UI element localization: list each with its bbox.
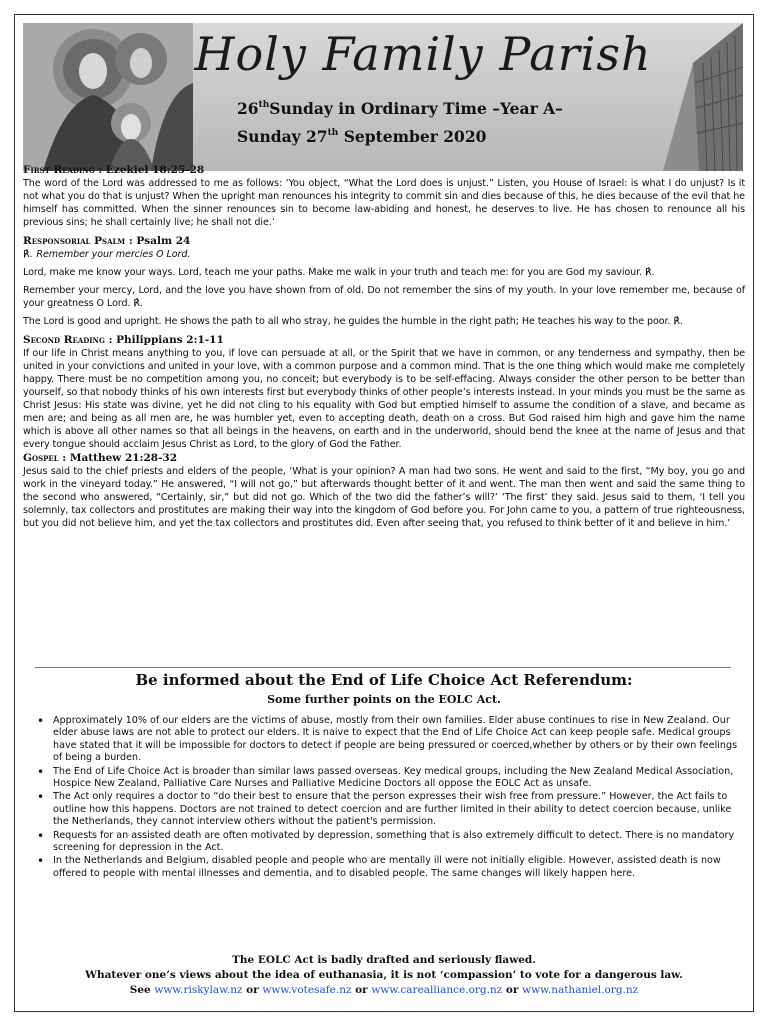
first-reading-text: The word of the Lord was addressed to me as follows: ‘You object, “What the Lord does is unjust.” Listen, you House of Israel: is what I do unjust? Is it not what you do that is unjust? When the upright man renounces his integrity to commit sin and dies because of this, he dies because of the evil that he himself has committed. When the sinner renounces sin to become law-abiding and honest, he deserves to live. He has chosen to renounce all his previous sins; he shall certainly live; he shall not die.’ bbox=[23, 178, 745, 228]
psalm-verse: Lord, make me know your ways. Lord, teach me your paths. Make me walk in your truth and teach me: for you are God my saviour. ℟. bbox=[23, 267, 655, 278]
link-carealliance[interactable]: www.carealliance.org.nz bbox=[371, 984, 503, 996]
gospel-heading: Gospel : Matthew 21:28-32 bbox=[23, 452, 178, 464]
gospel-text: Jesus said to the chief priests and elders of the people, ‘What is your opinion? A man had two sons. He went and said to the first, “My boy, you go and work in the vineyard today.” He answered, “I will not go,” but afterwards thought better of it and went. The man then went and said the same thing to the second who answered, “Certainly, sir,” but did not go. Which of the two did the father’s will?’ ‘The first’ they said. Jesus said to them, ‘I tell you solemnly, tax collectors and prostitutes are making their way into the kingdom of God before you. For John came to you, a pattern of true righteousness, but you did not believe him, and yet the tax collectors and prostitutes did. Even after seeing that, you refused to think better of it and believe in him.’ bbox=[23, 466, 745, 529]
eolc-footer bbox=[23, 953, 745, 998]
second-reading-heading: Second Reading : Philippians 2:1-11 bbox=[23, 334, 224, 346]
psalm-heading: Responsorial Psalm : Psalm 24 bbox=[23, 235, 191, 247]
list-item: • In the Netherlands and Belgium, disabled people and people who are mentally ill were not initially eligible. However, assisted death is now offered to people with mental illnesses and dementia, and to disabled people. The same changes will likely happen here. bbox=[53, 855, 743, 880]
list-item: • The Act only requires a doctor to “do their best to ensure that the person expresses their wish free from pressure.” However, the Act fails to outline how this happens. Doctors are not trained to detect coercion and are further limited in their ability to detect coercion because, unlike the Netherlands, they cannot interview others without the patient's permission. bbox=[53, 791, 743, 828]
footer-links: See www.riskylaw.nz or www.votesafe.nz or www.carealliance.org.nz or www.nathaniel.org.nz bbox=[129, 984, 639, 996]
section-divider bbox=[35, 667, 731, 668]
second-reading-text: If our life in Christ means anything to you, if love can persuade at all, or the Spirit that we have in common, or any tenderness and sympathy, then be united in your convictions and united in your love, with a common purpose and a common mind. That is the one thing which would make me completely happy. There must be no competition among you, no conceit; but everybody is to be self-effacing. Always consider the other person to be better than yourself, so that nobody thinks of his own interests first but everybody thinks of other people’s interests instead. In your minds you must be the same as Christ Jesus: His state was divine, yet he did not cling to his equality with God but emptied himself to assume the condition of a slave, and became as men are; and being as all men are, he was humbler yet, even to accepting death, death on a cross. But God raised him high and gave him the name which is above all other names so that all beings in the heavens, on earth and in the underworld, should bend the knee at the name of Jesus and that every tongue should acclaim Jesus Christ as Lord, to the glory of God the Father. bbox=[23, 348, 745, 450]
bulletin-date: Sunday 27th September 2020 bbox=[237, 127, 487, 146]
link-votesafe[interactable]: www.votesafe.nz bbox=[262, 984, 352, 996]
liturgical-day: 26thSunday in Ordinary Time –Year A– bbox=[237, 99, 563, 118]
link-nathaniel[interactable]: www.nathaniel.org.nz bbox=[522, 984, 639, 996]
parish-title: Holy Family Parish bbox=[194, 27, 652, 81]
eolc-title: Be informed about the End of Life Choice Act Referendum: bbox=[135, 671, 633, 689]
psalm-response: ℟. Remember your mercies O Lord. bbox=[23, 249, 191, 260]
footer-line-2: Whatever one’s views about the idea of euthanasia, it is not ‘compassion’ to vote for a dangerous law. bbox=[85, 969, 683, 981]
link-riskylaw[interactable]: www.riskylaw.nz bbox=[154, 984, 243, 996]
list-item: • Approximately 10% of our elders are the victims of abuse, mostly from their own families. Elder abuse continues to rise in New Zealand. Our elder abuse laws are not able to protect our elders. It is naive to expect that the End of Life Choice Act can keep people safe. Medical groups have stated that it will be impossible for doctors to detect if people are being pressured or coerced,whether by others or by their own feelings of being a burden. bbox=[53, 715, 743, 765]
psalm-verse: Remember your mercy, Lord, and the love you have shown from of old. Do not remember the sins of my youth. In your love remember me, because of your greatness O Lord. ℟. bbox=[23, 285, 745, 309]
list-item: • Requests for an assisted death are often motivated by depression, something that is also extremely difficult to detect. There is no mandatory screening for depression in the Act. bbox=[53, 830, 743, 855]
bulletin-page bbox=[14, 14, 754, 1012]
holy-family-icon bbox=[23, 23, 193, 171]
first-reading-heading: First Reading : Ezekiel 18:25-28 bbox=[23, 164, 205, 176]
header-banner bbox=[23, 23, 743, 171]
footer-line-1: The EOLC Act is badly drafted and seriously flawed. bbox=[232, 954, 536, 966]
church-building-icon bbox=[663, 23, 743, 171]
eolc-subtitle: Some further points on the EOLC Act. bbox=[267, 693, 501, 706]
readings bbox=[23, 163, 745, 530]
psalm-verse: The Lord is good and upright. He shows the path to all who stray, he guides the humble in the right path; He teaches his way to the poor. ℟. bbox=[23, 316, 683, 327]
eolc-points bbox=[35, 715, 743, 881]
list-item: • The End of Life Choice Act is broader than similar laws passed overseas. Key medical groups, including the New Zealand Medical Association, Hospice New Zealand, Palliative Care Nurses and Palliative Medicine Doctors all oppose the EOLC Act as unsafe. bbox=[53, 766, 743, 791]
